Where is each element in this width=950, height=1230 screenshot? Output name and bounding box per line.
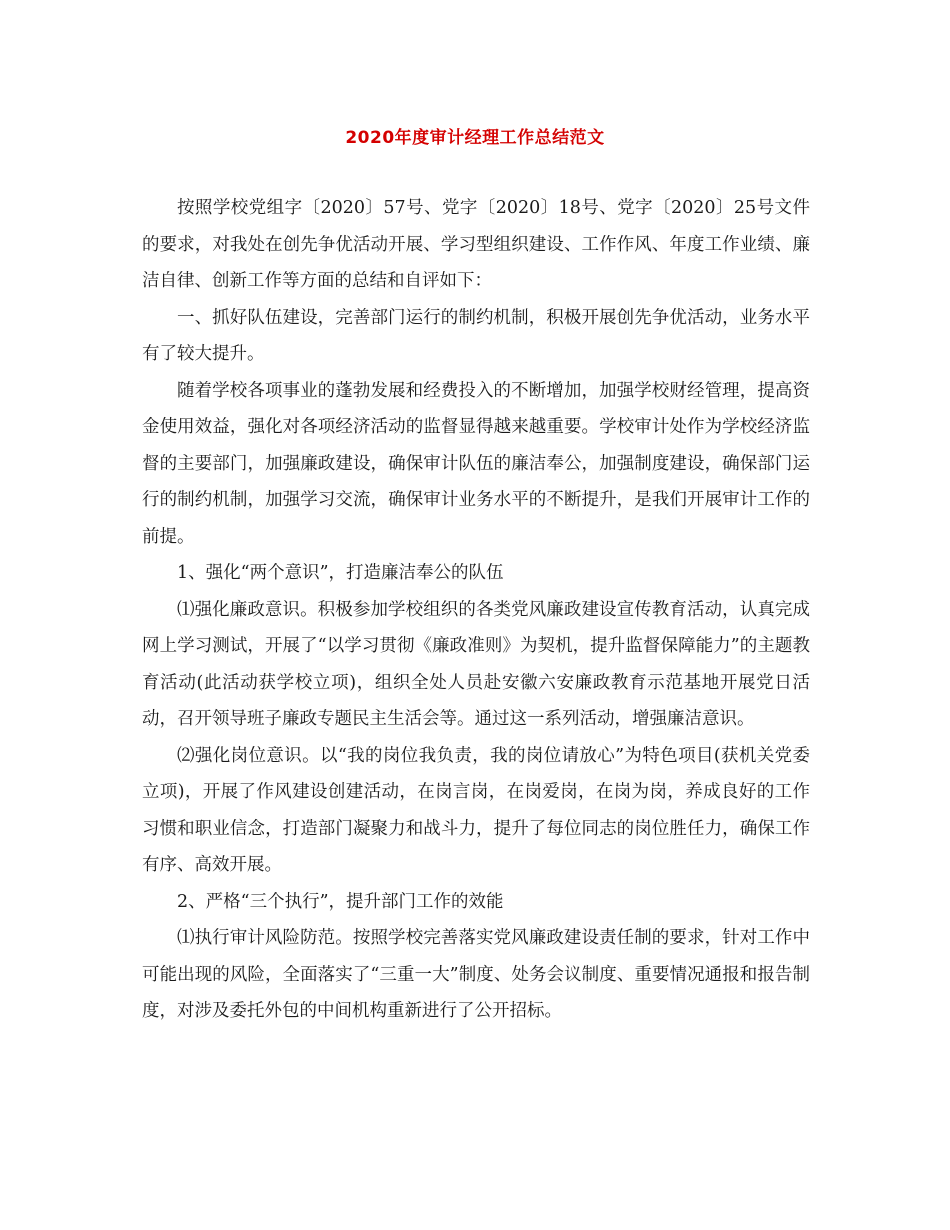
paragraph: 按照学校党组字〔2020〕57号、党字〔2020〕18号、党字〔2020〕25号文件的要求，对我处在创先争优活动开展、学习型组织建设、工作作风、年度工作业绩、廉洁自律、创新工作等方面的总结和自评如下：: [142, 198, 810, 291]
document-body: [142, 190, 810, 1030]
paragraph: ⑵强化岗位意识。以“我的岗位我负责，我的岗位请放心”为特色项目(获机关党委立项)，开展了作风建设创建活动，在岗言岗，在岗爱岗，在岗为岗，养成良好的工作习惯和职业信念，打造部门凝聚力和战斗力，提升了每位同志的岗位胜任力，确保工作有序、高效开展。: [142, 745, 810, 875]
document-title: 2020年度审计经理工作总结范文: [345, 128, 605, 148]
section-heading: 一、抓好队伍建设，完善部门运行的制约机制，积极开展创先争优活动，业务水平有了较大提升。: [142, 307, 810, 364]
paragraph: ⑴强化廉政意识。积极参加学校组织的各类党风廉政建设宣传教育活动，认真完成网上学习测试，开展了“以学习贯彻《廉政准则》为契机，提升监督保障能力”的主题教育活动(此活动获学校立项)，组织全处人员赴安徽六安廉政教育示范基地开展党日活动，召开领导班子廉政专题民主生活会等。通过这一系列活动，增强廉洁意识。: [142, 599, 810, 729]
paragraph: ⑴执行审计风险防范。按照学校完善落实党风廉政建设责任制的要求，针对工作中可能出现的风险，全面落实了“三重一大”制度、处务会议制度、重要情况通报和报告制度，对涉及委托外包的中间机构重新进行了公开招标。: [142, 928, 810, 1021]
paragraph: 随着学校各项事业的蓬勃发展和经费投入的不断增加，加强学校财经管理，提高资金使用效益，强化对各项经济活动的监督显得越来越重要。学校审计处作为学校经济监督的主要部门，加强廉政建设，确保审计队伍的廉洁奉公，加强制度建设，确保部门运行的制约机制，加强学习交流，确保审计业务水平的不断提升，是我们开展审计工作的前提。: [142, 380, 810, 547]
subsection-heading: 2、严格“三个执行”，提升部门工作的效能: [177, 891, 504, 912]
subsection-heading: 1、强化“两个意识”，打造廉洁奉公的队伍: [177, 563, 504, 583]
